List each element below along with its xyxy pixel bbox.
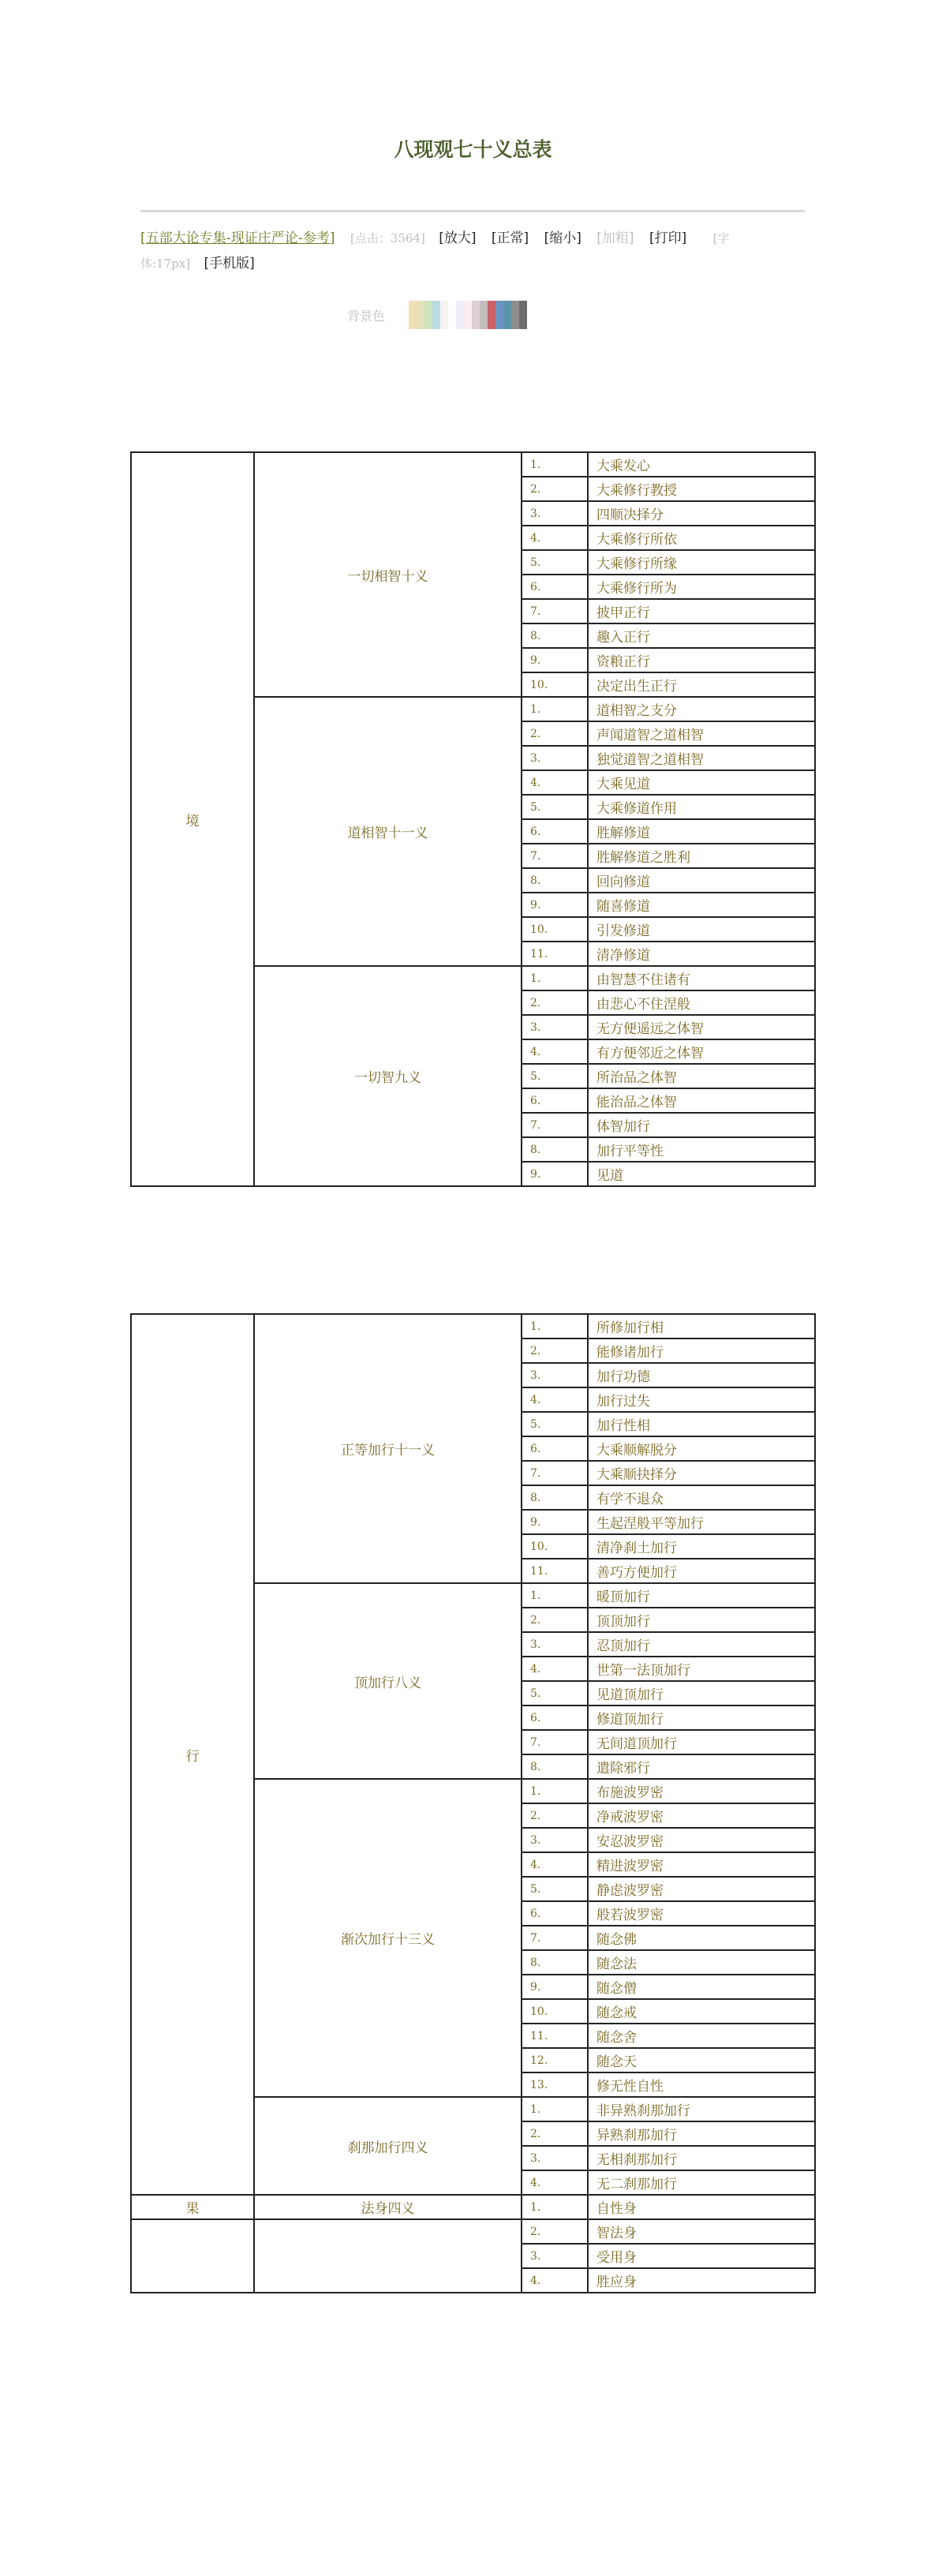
- item-name: 世第一法顶加行: [588, 1657, 815, 1681]
- xing-guo-table: [130, 1313, 816, 2293]
- item-number: 6.: [522, 819, 588, 844]
- color-swatches: [409, 301, 527, 329]
- item-name: 布施波罗密: [588, 1779, 815, 1803]
- group-name: 一切相智十义: [254, 452, 522, 697]
- item-name: 能修诸加行: [588, 1339, 815, 1363]
- table-row: [131, 2195, 815, 2219]
- item-number: 10.: [522, 917, 588, 942]
- item-name: 所修加行相: [588, 1314, 815, 1339]
- item-number: 7.: [522, 1730, 588, 1754]
- item-name: 引发修道: [588, 917, 815, 942]
- item-name: 大乘顺解脱分: [588, 1436, 815, 1461]
- item-name: 忍顶加行: [588, 1632, 815, 1657]
- category-guo: 果: [131, 2195, 254, 2219]
- item-name: 披甲正行: [588, 599, 815, 623]
- item-name: 大乘见道: [588, 770, 815, 795]
- item-number: 4.: [522, 1387, 588, 1412]
- item-number: 1.: [522, 966, 588, 990]
- item-number: 1.: [522, 1583, 588, 1608]
- table-row: [131, 1314, 815, 1339]
- item-name: 趣入正行: [588, 623, 815, 648]
- item-number: 3.: [522, 501, 588, 526]
- item-name: 大乘修行所依: [588, 526, 815, 550]
- item-name: 胜应身: [588, 2268, 815, 2293]
- item-number: 5.: [522, 1681, 588, 1705]
- item-number: 4.: [522, 526, 588, 550]
- item-number: 4.: [522, 1039, 588, 1064]
- item-number: 2.: [522, 721, 588, 746]
- item-number: 7.: [522, 599, 588, 623]
- item-number: 5.: [522, 1877, 588, 1901]
- item-name: 大乘修行所缘: [588, 550, 815, 575]
- item-number: 3.: [522, 1015, 588, 1039]
- item-name: 安忍波罗密: [588, 1828, 815, 1852]
- item-number: 2.: [522, 990, 588, 1015]
- color-swatch[interactable]: [456, 301, 464, 329]
- item-name: 暖顶加行: [588, 1583, 815, 1608]
- group-name: 正等加行十一义: [254, 1314, 522, 1583]
- toolbar: [140, 226, 764, 276]
- item-name: 大乘修行所为: [588, 575, 815, 599]
- item-name: 加行功德: [588, 1363, 815, 1387]
- item-name: 独觉道智之道相智: [588, 746, 815, 770]
- item-name: 清净刹土加行: [588, 1534, 815, 1559]
- zoom-out-button[interactable]: [缩小]: [544, 230, 581, 246]
- normal-size-button[interactable]: [正常]: [491, 230, 529, 246]
- item-name: 静虑波罗密: [588, 1877, 815, 1901]
- item-number: 12.: [522, 2048, 588, 2072]
- item-name: 异熟刹那加行: [588, 2121, 815, 2146]
- item-number: 6.: [522, 1901, 588, 1926]
- color-swatch[interactable]: [424, 301, 432, 329]
- item-name: 自性身: [588, 2195, 815, 2219]
- group-name: 一切智九义: [254, 966, 522, 1186]
- item-name: 道相智之支分: [588, 697, 815, 721]
- item-number: 3.: [522, 1632, 588, 1657]
- empty-cell: [254, 2219, 522, 2293]
- item-name: 体智加行: [588, 1113, 815, 1137]
- item-name: 胜解修道: [588, 819, 815, 844]
- item-name: 无二刹那加行: [588, 2170, 815, 2195]
- item-name: 无方便遥远之体智: [588, 1015, 815, 1039]
- item-number: 6.: [522, 1705, 588, 1730]
- group-name: 刹那加行四义: [254, 2097, 522, 2195]
- color-swatch[interactable]: [440, 301, 448, 329]
- item-number: 6.: [522, 575, 588, 599]
- zoom-in-button[interactable]: [放大]: [439, 230, 477, 246]
- jing-table: [130, 451, 816, 1187]
- item-name: 随念天: [588, 2048, 815, 2072]
- item-name: 清净修道: [588, 942, 815, 966]
- item-name: 随念佛: [588, 1926, 815, 1950]
- item-number: 1.: [522, 1779, 588, 1803]
- item-number: 1.: [522, 2097, 588, 2121]
- item-number: 7.: [522, 1926, 588, 1950]
- item-number: 13.: [522, 2072, 588, 2097]
- item-name: 由悲心不住涅般: [588, 990, 815, 1015]
- item-number: 9.: [522, 1510, 588, 1534]
- empty-cell: [131, 2219, 254, 2293]
- item-name: 胜解修道之胜利: [588, 844, 815, 868]
- item-name: 遣除邪行: [588, 1754, 815, 1779]
- item-number: 9.: [522, 893, 588, 917]
- item-name: 修道顶加行: [588, 1705, 815, 1730]
- item-name: 资粮正行: [588, 648, 815, 672]
- item-number: 11.: [522, 942, 588, 966]
- item-number: 4.: [522, 1852, 588, 1877]
- page-title: 八现观七十义总表: [394, 138, 552, 161]
- group-name: 道相智十一义: [254, 697, 522, 966]
- item-number: 3.: [522, 2146, 588, 2170]
- item-name: 能治品之体智: [588, 1088, 815, 1113]
- item-number: 5.: [522, 795, 588, 819]
- item-name: 四顺决择分: [588, 501, 815, 526]
- item-number: 2.: [522, 1608, 588, 1632]
- item-number: 9.: [522, 1975, 588, 1999]
- item-number: 7.: [522, 1461, 588, 1485]
- item-name: 大乘修行教授: [588, 477, 815, 501]
- item-name: 加行过失: [588, 1387, 815, 1412]
- item-name: 修无性自性: [588, 2072, 815, 2097]
- item-number: 8.: [522, 1754, 588, 1779]
- item-number: 7.: [522, 1113, 588, 1137]
- item-name: 有学不退众: [588, 1485, 815, 1510]
- color-swatch[interactable]: [448, 301, 456, 329]
- breadcrumb-link[interactable]: [五部大论专集-现证庄严论-参考]: [140, 230, 335, 246]
- color-swatch[interactable]: [503, 301, 511, 329]
- color-swatch[interactable]: [409, 301, 417, 329]
- color-swatch[interactable]: [495, 301, 503, 329]
- item-number: 9.: [522, 648, 588, 672]
- item-name: 加行性相: [588, 1412, 815, 1436]
- item-number: 8.: [522, 868, 588, 893]
- item-name: 大乘发心: [588, 452, 815, 477]
- item-number: 7.: [522, 844, 588, 868]
- color-swatch[interactable]: [464, 301, 472, 329]
- background-color-label: 背景色: [347, 308, 386, 324]
- item-name: 精进波罗密: [588, 1852, 815, 1877]
- title-divider: [140, 210, 805, 212]
- item-name: 智法身: [588, 2219, 815, 2244]
- item-number: 2.: [522, 2121, 588, 2146]
- item-number: 1.: [522, 697, 588, 721]
- item-name: 由智慧不住诸有: [588, 966, 815, 990]
- item-name: 随念法: [588, 1950, 815, 1975]
- item-number: 2.: [522, 1803, 588, 1828]
- item-name: 非异熟刹那加行: [588, 2097, 815, 2121]
- item-name: 净戒波罗密: [588, 1803, 815, 1828]
- item-number: 10.: [522, 1534, 588, 1559]
- color-swatch[interactable]: [480, 301, 488, 329]
- item-number: 8.: [522, 1950, 588, 1975]
- group-name: 渐次加行十三义: [254, 1779, 522, 2097]
- table-row: [131, 452, 815, 477]
- item-number: 4.: [522, 1657, 588, 1681]
- click-count: [点击：3564]: [350, 231, 425, 245]
- item-number: 10.: [522, 672, 588, 697]
- item-number: 11.: [522, 1559, 588, 1583]
- item-name: 所治品之体智: [588, 1064, 815, 1088]
- group-name: 法身四义: [254, 2195, 522, 2219]
- category-xing: 行: [131, 1314, 254, 2195]
- item-number: 1.: [522, 2195, 588, 2219]
- item-name: 回向修道: [588, 868, 815, 893]
- print-button[interactable]: [打印]: [649, 230, 687, 246]
- item-number: 8.: [522, 1485, 588, 1510]
- color-swatch[interactable]: [432, 301, 440, 329]
- item-name: 般若波罗密: [588, 1901, 815, 1926]
- item-name: 善巧方便加行: [588, 1559, 815, 1583]
- item-number: 2.: [522, 1339, 588, 1363]
- item-name: 无间道顶加行: [588, 1730, 815, 1754]
- item-name: 见道顶加行: [588, 1681, 815, 1705]
- item-number: 11.: [522, 2024, 588, 2048]
- mobile-version-button[interactable]: [手机版]: [204, 256, 255, 271]
- item-name: 见道: [588, 1162, 815, 1186]
- item-name: 声闻道智之道相智: [588, 721, 815, 746]
- category-jing: 境: [131, 452, 254, 1186]
- item-number: 2.: [522, 477, 588, 501]
- item-name: 随念戒: [588, 1999, 815, 2024]
- item-name: 受用身: [588, 2244, 815, 2268]
- background-color-picker: [347, 301, 527, 329]
- item-number: 2.: [522, 2219, 588, 2244]
- item-number: 10.: [522, 1999, 588, 2024]
- item-name: 生起涅般平等加行: [588, 1510, 815, 1534]
- item-number: 4.: [522, 2170, 588, 2195]
- item-name: 无相刹那加行: [588, 2146, 815, 2170]
- item-number: 5.: [522, 550, 588, 575]
- color-swatch[interactable]: [519, 301, 527, 329]
- item-number: 5.: [522, 1412, 588, 1436]
- item-name: 决定出生正行: [588, 672, 815, 697]
- color-swatch[interactable]: [488, 301, 495, 329]
- item-name: 随念僧: [588, 1975, 815, 1999]
- item-number: 1.: [522, 1314, 588, 1339]
- item-number: 3.: [522, 746, 588, 770]
- item-name: 随喜修道: [588, 893, 815, 917]
- item-name: 顶顶加行: [588, 1608, 815, 1632]
- item-number: 3.: [522, 1363, 588, 1387]
- font-size-indicator: [字体:17px]: [140, 231, 730, 271]
- bold-button[interactable]: [加粗]: [596, 230, 634, 246]
- table-row: [131, 2219, 815, 2244]
- color-swatch[interactable]: [472, 301, 480, 329]
- group-name: 顶加行八义: [254, 1583, 522, 1779]
- item-name: 大乘修道作用: [588, 795, 815, 819]
- item-number: 4.: [522, 2268, 588, 2293]
- item-number: 3.: [522, 2244, 588, 2268]
- item-name: 随念舍: [588, 2024, 815, 2048]
- item-number: 3.: [522, 1828, 588, 1852]
- item-name: 有方便邻近之体智: [588, 1039, 815, 1064]
- item-number: 6.: [522, 1088, 588, 1113]
- item-number: 5.: [522, 1064, 588, 1088]
- color-swatch[interactable]: [511, 301, 519, 329]
- item-number: 4.: [522, 770, 588, 795]
- item-number: 8.: [522, 1137, 588, 1162]
- item-number: 1.: [522, 452, 588, 477]
- color-swatch[interactable]: [417, 301, 424, 329]
- item-number: 8.: [522, 623, 588, 648]
- item-number: 9.: [522, 1162, 588, 1186]
- item-name: 大乘顺抉择分: [588, 1461, 815, 1485]
- item-number: 6.: [522, 1436, 588, 1461]
- item-name: 加行平等性: [588, 1137, 815, 1162]
